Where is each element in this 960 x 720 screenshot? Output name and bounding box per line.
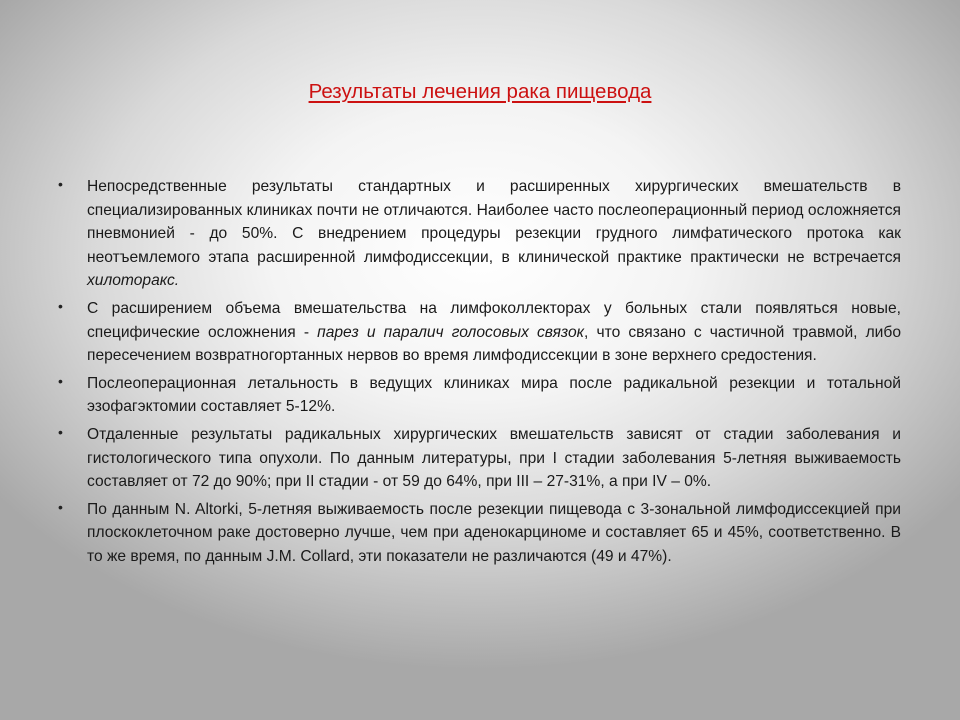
bullet-text-part: Непосредственные результаты стандартных и расширенных хирургических вмешательств в специализированных клиниках почти не отличаются. Наиболее часто послеоперационный период осложняется пневмонией - до 50%. С внедрением процедуры резекции грудного лимфатического протока как неотъемлемого этапа расширенной лимфодиссекции, в клинической практике практически не встречается (87, 178, 901, 266)
bullet-icon: • (58, 176, 63, 192)
bullet-text (87, 300, 901, 364)
bullet-text (87, 178, 901, 289)
slide-title: Результаты лечения рака пищевода (308, 80, 652, 103)
bullet-text (87, 375, 901, 416)
bullet-item (58, 498, 901, 569)
bullet-text-italic: хилоторакс. (87, 272, 180, 290)
bullet-text-part: , что связано с частичной травмой, либо пересечением возвратногортанных нервов во время лимфодиссекции в зоне верхнего средостения. (87, 323, 901, 365)
bullet-text (87, 501, 901, 565)
bullet-list (58, 175, 901, 573)
bullet-icon: • (58, 297, 63, 314)
bullet-text-part: По данным N. Altorki, 5-летняя выживаемость после резекции пищевода с 3-зональной лимфодиссекцией при плоскоклеточном раке достоверно лучше, чем при аденокарциноме и составляет 65 и 45%, соответственно. В то же время, по данным J.M. Collard, эти показатели не различаются (49 и 47%). (87, 500, 901, 565)
bullet-text (87, 426, 901, 490)
bullet-text-part: Послеоперационная летальность в ведущих клиниках мира после радикальной резекции и тотальной эзофагэктомии составляет 5-12%. (87, 374, 901, 416)
bullet-text-italic: парез и паралич голосовых связок (317, 323, 585, 341)
bullet-item (58, 297, 901, 368)
bullet-icon: • (58, 498, 63, 515)
bullet-item (58, 372, 901, 419)
bullet-item (58, 175, 901, 293)
bullet-text-part: Отдаленные результаты радикальных хирургических вмешательств зависят от стадии заболевания и гистологического типа опухоли. По данным литературы, при I стадии заболевания 5-летняя выживаемость составляет от 72 до 90%; при II стадии - от 59 до 64%, при III – 27-31%, а при IV – 0%. (87, 425, 901, 491)
bullet-item (58, 423, 901, 494)
bullet-icon: • (58, 372, 63, 389)
bullet-icon: • (58, 423, 63, 440)
bullet-text-part: С расширением объема вмешательства на лимфоколлекторах у больных стали появляться новые, специфические осложнения - (87, 299, 901, 341)
